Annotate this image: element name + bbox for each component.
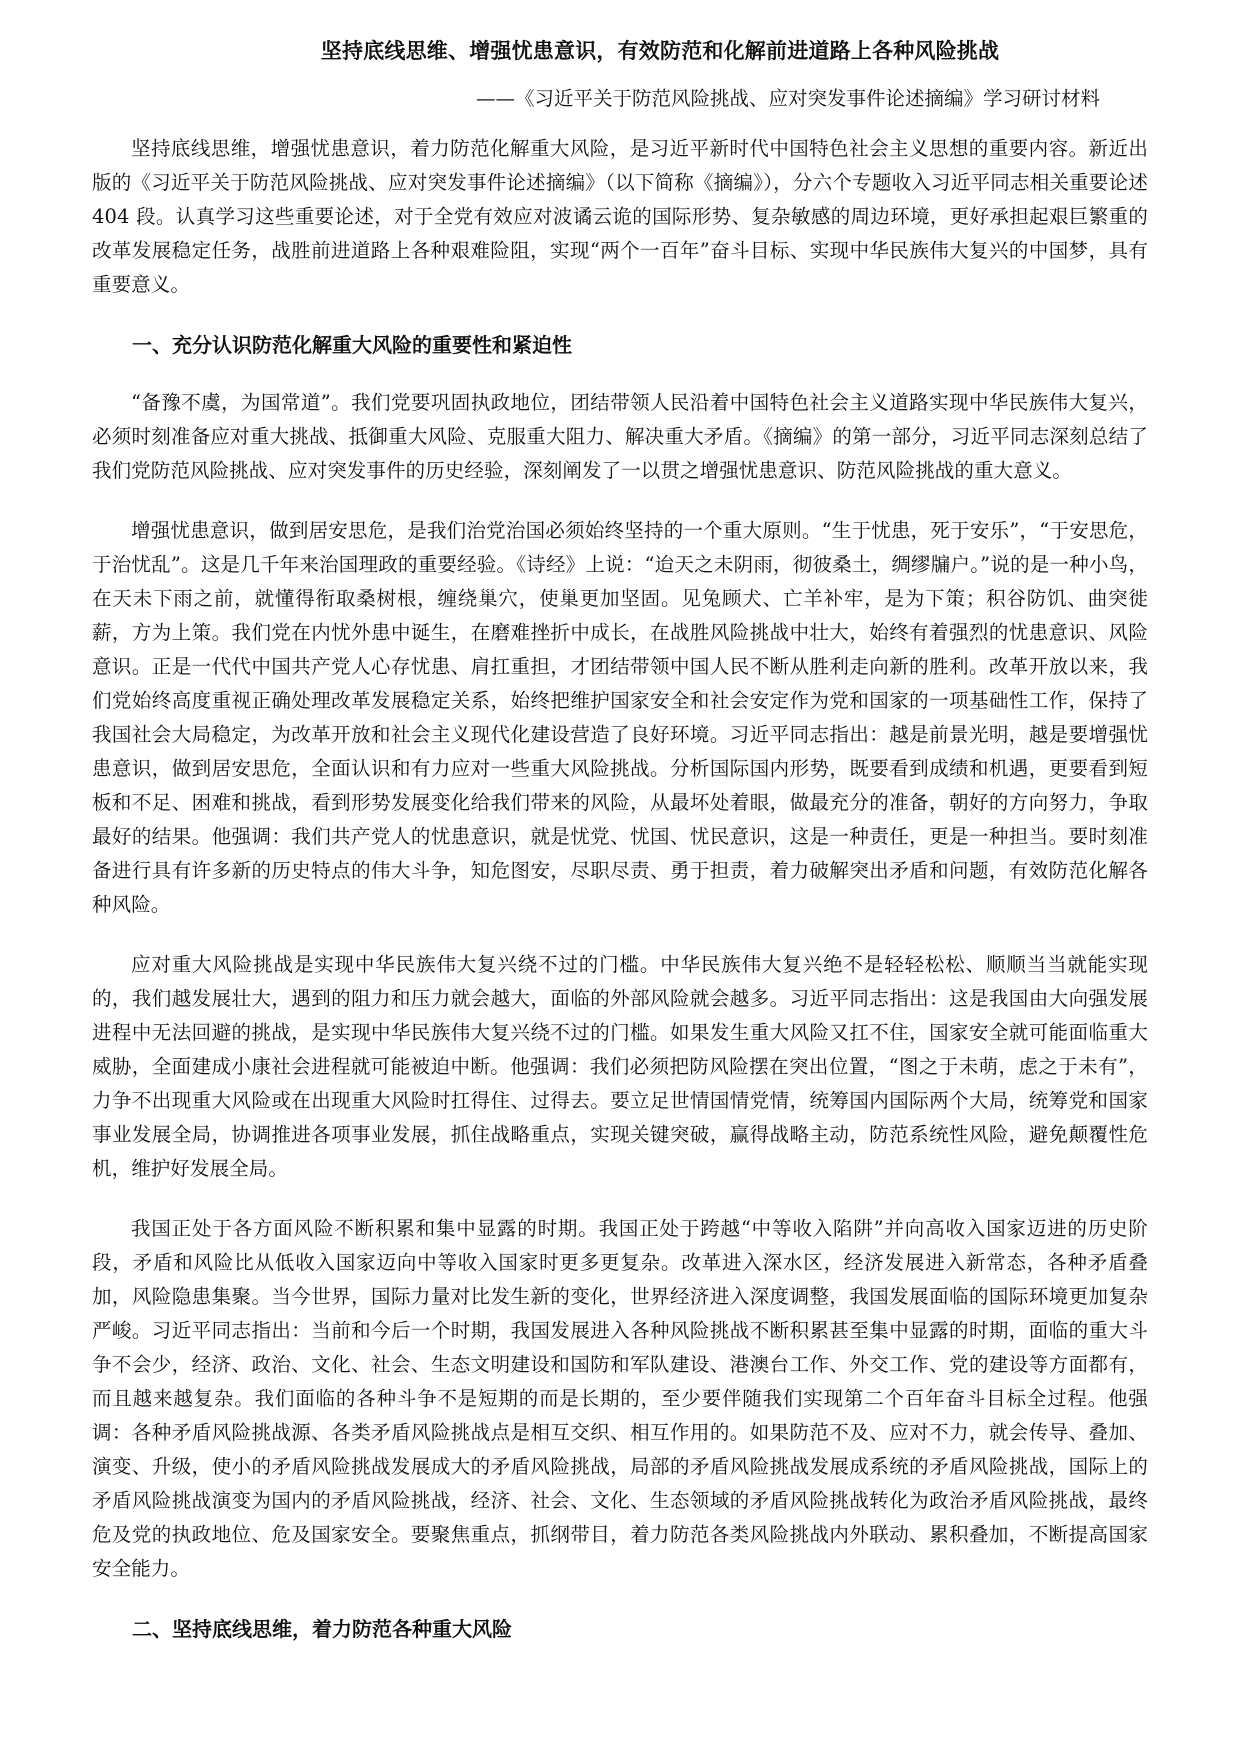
section-heading-2: 二、坚持底线思维，着力防范各种重大风险 [132, 1617, 512, 1641]
intro-paragraph: 坚持底线思维，增强忧患意识，着力防范化解重大风险，是习近平新时代中国特色社会主义思想的重要内容。新近出版的《习近平关于防范风险挑战、应对突发事件论述摘编》（以下简称《摘编》），分六个专题收入习近平同志相关重要论述 404 段。认真学习这些重要论述，对于全党有效应对波谲云诡的国际形势、复杂敏感的周边环境，更好承担起艰巨繁重的改革发展稳定任务，战胜前进道路上各种艰难险阻，实现“两个一百年”奋斗目标、实现中华民族伟大复兴的中国梦，具有重要意义。 [92, 137, 1148, 296]
document-subtitle: ——《习近平关于防范风险挑战、应对突发事件论述摘编》学习研讨材料 [475, 87, 1100, 110]
section-heading-1: 一、充分认识防范化解重大风险的重要性和紧迫性 [132, 333, 572, 357]
section-1-paragraph-1: “备豫不虞，为国常道”。我们党要巩固执政地位，团结带领人民沿着中国特色社会主义道路实现中华民族伟大复兴，必须时刻准备应对重大挑战、抵御重大风险、克服重大阻力、解决重大矛盾。《摘编》的第一部分，习近平同志深刻总结了我们党防范风险挑战、应对突发事件的历史经验，深刻阐发了一以贯之增强忧患意识、防范风险挑战的重大意义。 [92, 391, 1148, 482]
document-title: 坚持底线思维、增强忧患意识，有效防范和化解前进道路上各种风险挑战 [320, 39, 1000, 63]
section-1-paragraph-4: 我国正处于各方面风险不断积累和集中显露的时期。我国正处于跨越“中等收入陷阱”并向高收入国家迈进的历史阶段，矛盾和风险比从低收入国家迈向中等收入国家时更多更复杂。改革进入深水区，经济发展进入新常态，各种矛盾叠加，风险隐患集聚。当今世界，国际力量对比发生新的变化，世界经济进入深度调整，我国发展面临的国际环境更加复杂严峻。习近平同志指出：当前和今后一个时期，我国发展进入各种风险挑战不断积累甚至集中显露的时期，面临的重大斗争不会少，经济、政治、文化、社会、生态文明建设和国防和军队建设、港澳台工作、外交工作、党的建设等方面都有，而且越来越复杂。我们面临的各种斗争不是短期的而是长期的，至少要伴随我们实现第二个百年奋斗目标全过程。他强调：各种矛盾风险挑战源、各类矛盾风险挑战点是相互交织、相互作用的。如果防范不及、应对不力，就会传导、叠加、演变、升级，使小的矛盾风险挑战发展成大的矛盾风险挑战，局部的矛盾风险挑战发展成系统的矛盾风险挑战，国际上的矛盾风险挑战演变为国内的矛盾风险挑战，经济、社会、文化、生态领域的矛盾风险挑战转化为政治矛盾风险挑战，最终危及党的执政地位、危及国家安全。要聚焦重点，抓纲带目，着力防范各类风险挑战内外联动、累积叠加，不断提高国家安全能力。 [92, 1217, 1148, 1580]
section-1-paragraph-3: 应对重大风险挑战是实现中华民族伟大复兴绕不过的门槛。中华民族伟大复兴绝不是轻轻松松、顺顺当当就能实现的，我们越发展壮大，遇到的阻力和压力就会越大，面临的外部风险就会越多。习近平同志指出：这是我国由大向强发展进程中无法回避的挑战，是实现中华民族伟大复兴绕不过的门槛。如果发生重大风险又扛不住，国家安全就可能面临重大威胁，全面建成小康社会进程就可能被迫中断。他强调：我们必须把防风险摆在突出位置，“图之于未萌，虑之于未有”，力争不出现重大风险或在出现重大风险时扛得住、过得去。要立足世情国情党情，统筹国内国际两个大局，统筹党和国家事业发展全局，协调推进各项事业发展，抓住战略重点，实现关键突破，赢得战略主动，防范系统性风险，避免颠覆性危机，维护好发展全局。 [92, 953, 1148, 1180]
section-1-paragraph-2: 增强忧患意识，做到居安思危，是我们治党治国必须始终坚持的一个重大原则。“生于忧患，死于安乐”，“于安思危，于治忧乱”。这是几千年来治国理政的重要经验。《诗经》上说：“迨天之未阴雨，彻彼桑土，绸缪牖户。”说的是一种小鸟，在天未下雨之前，就懂得衔取桑树根，缠绕巢穴，使巢更加坚固。见兔顾犬、亡羊补牢，是为下策；积谷防饥、曲突徙薪，方为上策。我们党在内忧外患中诞生，在磨难挫折中成长，在战胜风险挑战中壮大，始终有着强烈的忧患意识、风险意识。正是一代代中国共产党人心存忧患、肩扛重担，才团结带领中国人民不断从胜利走向新的胜利。改革开放以来，我们党始终高度重视正确处理改革发展稳定关系，始终把维护国家安全和社会安定作为党和国家的一项基础性工作，保持了我国社会大局稳定，为改革开放和社会主义现代化建设营造了良好环境。习近平同志指出：越是前景光明，越是要增强忧患意识，做到居安思危，全面认识和有力应对一些重大风险挑战。分析国际国内形势，既要看到成绩和机遇，更要看到短板和不足、困难和挑战，看到形势发展变化给我们带来的风险，从最坏处着眼，做最充分的准备，朝好的方向努力，争取最好的结果。他强调：我们共产党人的忧患意识，就是忧党、忧国、忧民意识，这是一种责任，更是一种担当。要时刻准备进行具有许多新的历史特点的伟大斗争，知危图安，尽职尽责、勇于担责，着力破解突出矛盾和问题，有效防范化解各种风险。 [92, 519, 1148, 916]
